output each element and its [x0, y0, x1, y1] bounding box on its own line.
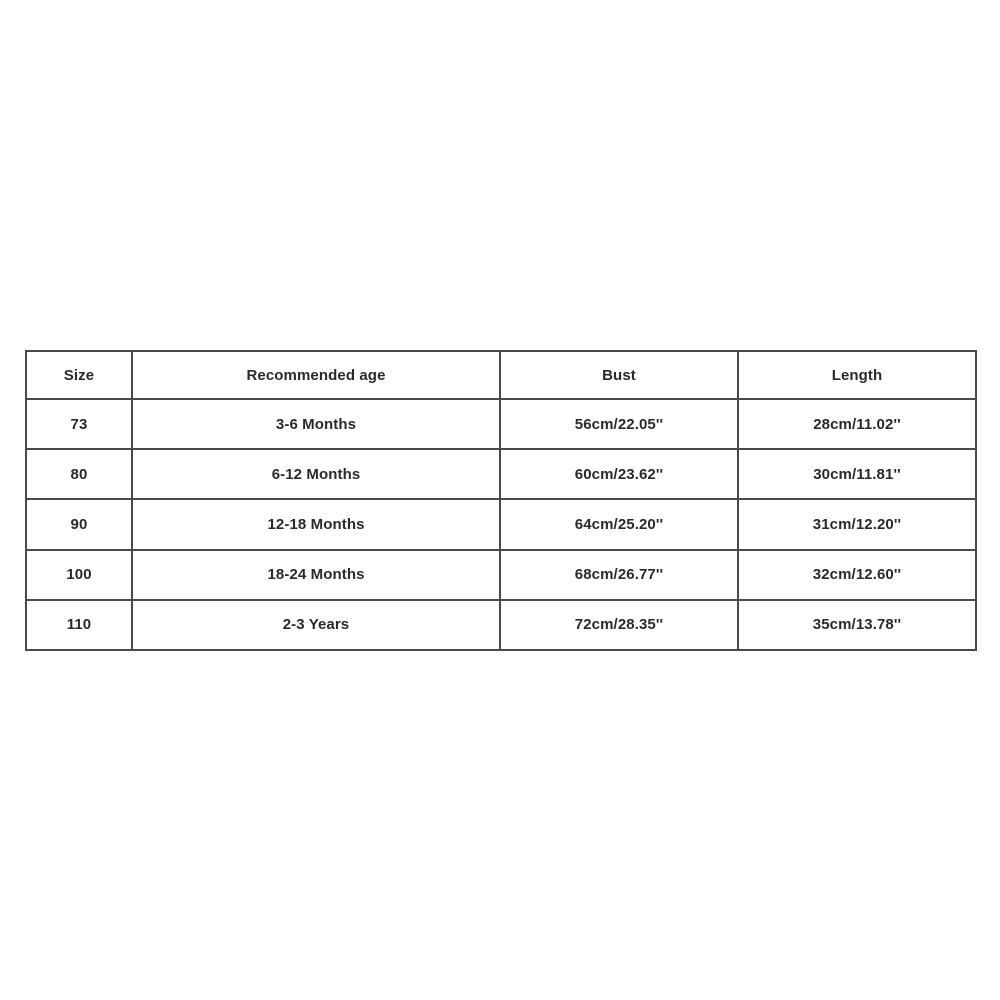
header-bust: Bust — [500, 351, 738, 399]
cell-size: 73 — [26, 399, 132, 449]
cell-bust: 56cm/22.05'' — [500, 399, 738, 449]
cell-length: 28cm/11.02'' — [738, 399, 976, 449]
cell-recommended-age: 3-6 Months — [132, 399, 500, 449]
cell-length: 35cm/13.78'' — [738, 600, 976, 650]
cell-size: 80 — [26, 449, 132, 499]
table-row — [26, 600, 976, 650]
table-row — [26, 499, 976, 549]
cell-bust: 60cm/23.62'' — [500, 449, 738, 499]
cell-length: 31cm/12.20'' — [738, 499, 976, 549]
cell-recommended-age: 12-18 Months — [132, 499, 500, 549]
cell-size: 110 — [26, 600, 132, 650]
header-length: Length — [738, 351, 976, 399]
table-row — [26, 550, 976, 600]
header-size: Size — [26, 351, 132, 399]
cell-bust: 72cm/28.35'' — [500, 600, 738, 650]
table-header-row — [26, 351, 976, 399]
cell-size: 100 — [26, 550, 132, 600]
cell-length: 30cm/11.81'' — [738, 449, 976, 499]
table-row — [26, 399, 976, 449]
cell-recommended-age: 6-12 Months — [132, 449, 500, 499]
header-recommended-age: Recommended age — [132, 351, 500, 399]
table-row — [26, 449, 976, 499]
cell-recommended-age: 18-24 Months — [132, 550, 500, 600]
cell-size: 90 — [26, 499, 132, 549]
cell-length: 32cm/12.60'' — [738, 550, 976, 600]
cell-recommended-age: 2-3 Years — [132, 600, 500, 650]
size-chart-table — [25, 350, 977, 651]
cell-bust: 64cm/25.20'' — [500, 499, 738, 549]
cell-bust: 68cm/26.77'' — [500, 550, 738, 600]
